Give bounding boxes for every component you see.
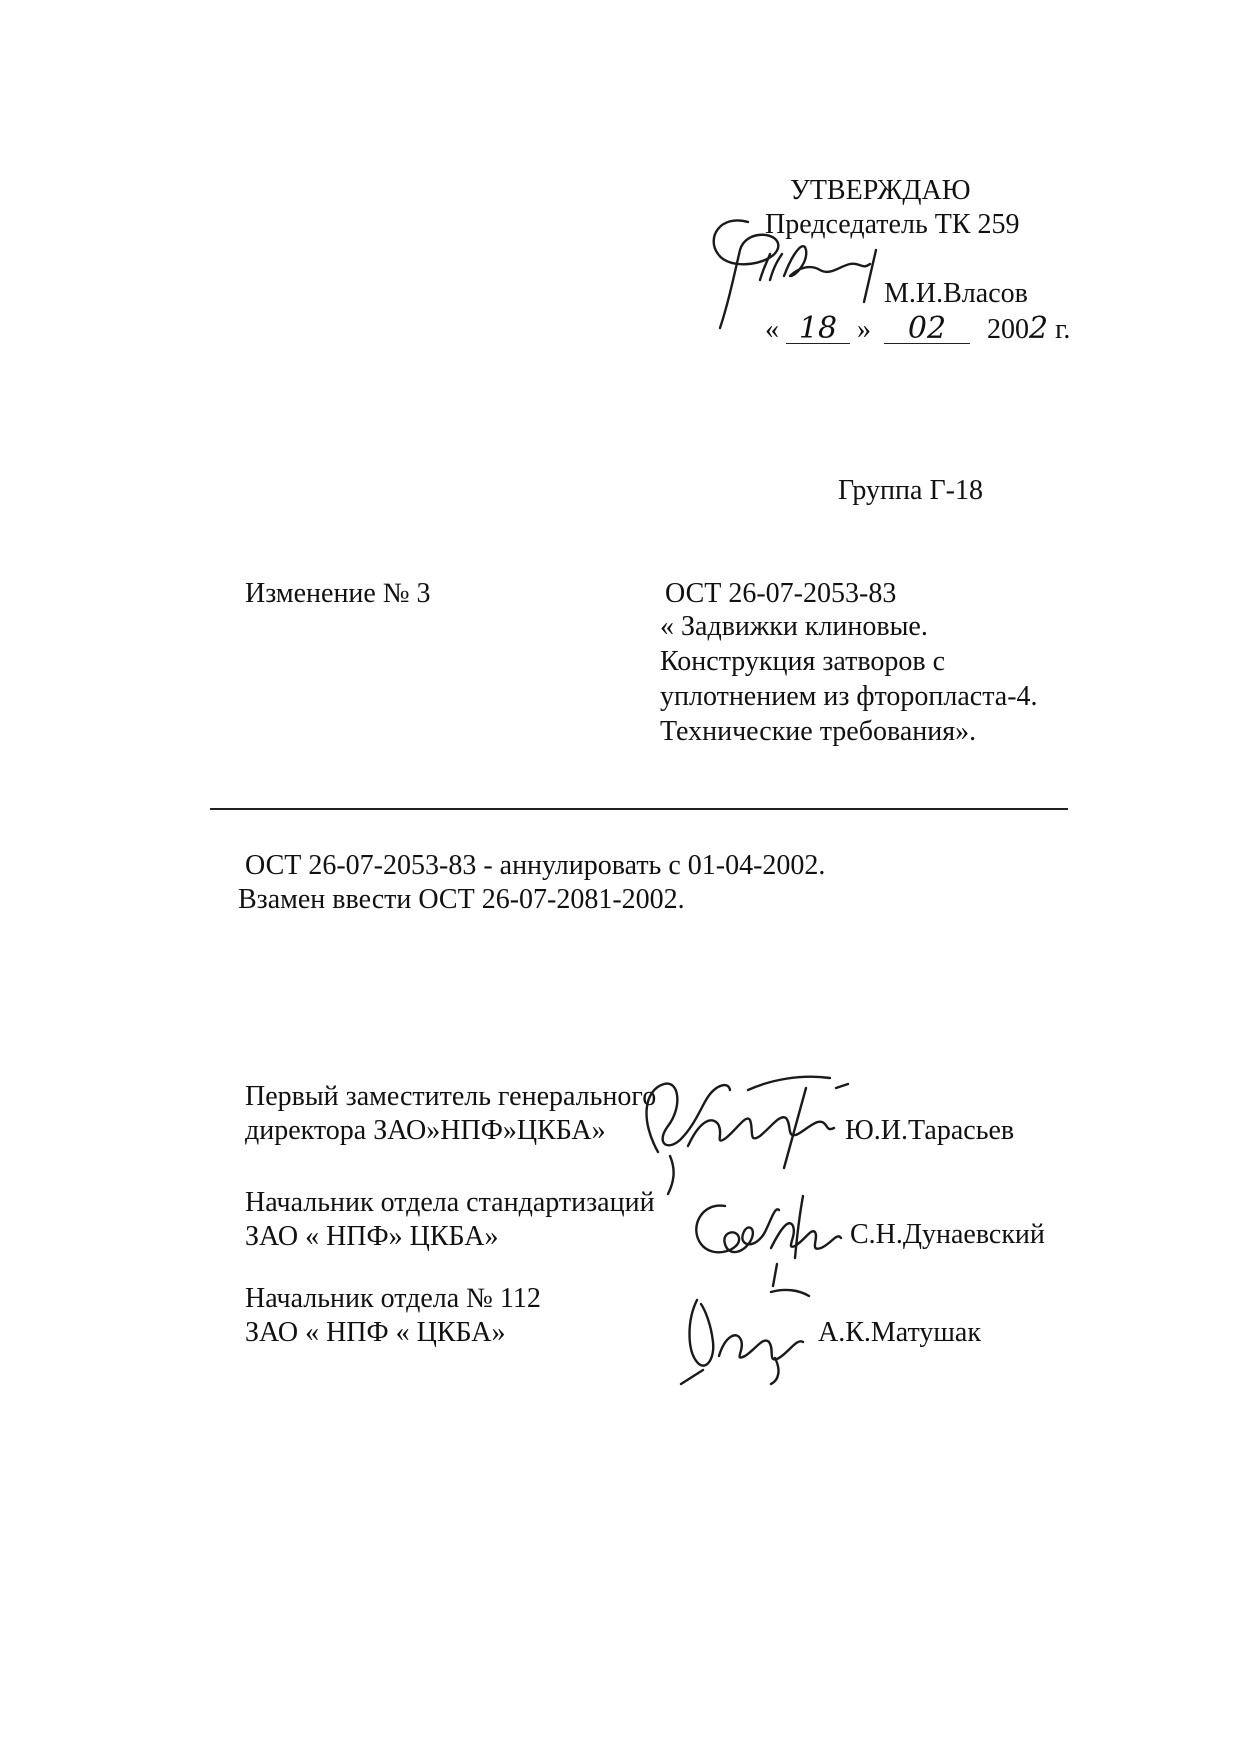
- signatory-3-title-line-1: Начальник отдела № 112: [245, 1283, 541, 1314]
- signatory-2-name: С.Н.Дунаевский: [850, 1219, 1045, 1250]
- horizontal-divider: [210, 808, 1068, 810]
- signatory-2-title-line-2: ЗАО « НПФ» ЦКБА»: [245, 1221, 499, 1252]
- body-line-1: ОСТ 26-07-2053-83 - аннулировать с 01-04-2002.: [245, 850, 826, 881]
- approval-name: М.И.Власов: [884, 278, 1028, 309]
- date-year-last: 2: [1029, 311, 1049, 346]
- change-title-line-2: Конструкция затворов с: [660, 646, 946, 677]
- signatory-1-title-line-2: директора ЗАО»НПФ»ЦКБА»: [245, 1115, 606, 1146]
- date-year: [987, 311, 1049, 346]
- date-day: 18: [786, 315, 850, 344]
- signatory-1-name: Ю.И.Тарасьев: [845, 1115, 1015, 1146]
- signatory-3-title-line-2: ЗАО « НПФ « ЦКБА»: [245, 1317, 506, 1348]
- signatory-3-name: А.К.Матушак: [818, 1317, 981, 1348]
- change-title-line-4: Технические требования».: [660, 716, 977, 747]
- date-month: 02: [884, 315, 970, 344]
- group-label: Группа Г-18: [838, 475, 983, 506]
- date-open-quote: «: [765, 314, 779, 345]
- signatory-3-signature: [675, 1280, 825, 1390]
- signatory-2-signature: [685, 1188, 855, 1288]
- change-title-line-3: уплотнением из фторопласта-4.: [660, 681, 1038, 712]
- approval-position: Председатель ТК 259: [765, 209, 1020, 240]
- approval-heading: УТВЕРЖДАЮ: [790, 175, 971, 206]
- approval-date: [765, 312, 1070, 347]
- signatory-1-title-line-1: Первый заместитель генерального: [245, 1081, 657, 1112]
- signatory-1-signature: [630, 1060, 860, 1200]
- date-close-quote: »: [857, 314, 871, 345]
- body-line-2: Взамен ввести ОСТ 26-07-2081-2002.: [238, 884, 685, 915]
- signatory-2-title-line-1: Начальник отдела стандартизаций: [245, 1187, 655, 1218]
- date-year-prefix: 200: [987, 314, 1029, 345]
- change-standard: ОСТ 26-07-2053-83: [665, 578, 897, 609]
- change-label: Изменение № 3: [245, 578, 431, 609]
- date-suffix: г.: [1055, 314, 1071, 345]
- change-title-line-1: « Задвижки клиновые.: [660, 611, 928, 642]
